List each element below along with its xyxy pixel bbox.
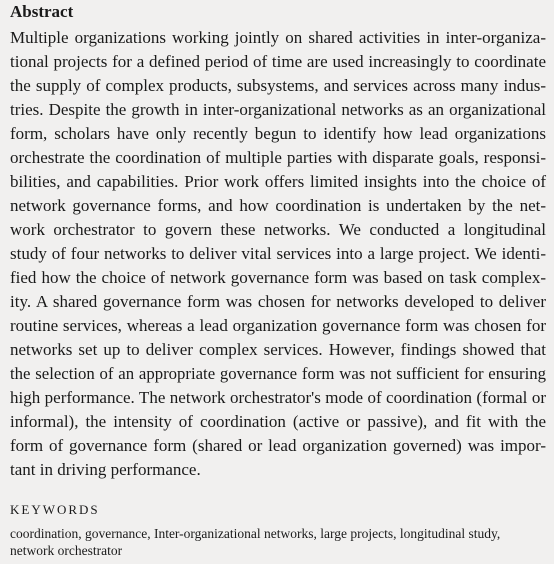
abstract-line: Multiple organizations working jointly on shared activities in inter-organiza-: [10, 28, 546, 47]
abstract-line: the selection of an appropriate governance form was not sufficient for ensuring: [10, 364, 546, 383]
keywords-label: KEYWORDS: [10, 502, 100, 517]
abstract-line: bilities, and capabilities. Prior work offers limited insights into the choice of: [10, 172, 546, 191]
abstract-line: form, scholars have only recently begun to identify how lead organizations: [10, 124, 546, 143]
abstract-line: study of four networks to deliver vital services into a large project. We identi-: [10, 244, 546, 263]
abstract-line: form of governance form (shared or lead organization governed) was impor-: [10, 436, 546, 455]
abstract-line: tional projects for a defined period of time are used increasingly to coordinate: [10, 52, 546, 71]
keywords-line: coordination, governance, Inter-organizational networks, large projects, longitudinal study,: [10, 526, 501, 541]
abstract-line: informal), the intensity of coordination (active or passive), and fit with the: [10, 412, 546, 431]
keywords-line: network orchestrator: [10, 543, 123, 558]
abstract-line: ity. A shared governance form was chosen for networks developed to deliver: [10, 292, 546, 311]
abstract-line: work orchestrator to govern these networks. We conducted a longitudinal: [10, 220, 546, 239]
abstract-line: routine services, whereas a lead organization governance form was chosen for: [10, 316, 546, 335]
abstract-line: orchestrate the coordination of multiple parties with disparate goals, responsi-: [10, 148, 546, 167]
abstract-line: high performance. The network orchestrator's mode of coordination (formal or: [10, 388, 546, 407]
abstract-line: tries. Despite the growth in inter-organizational networks as an organizational: [10, 100, 546, 119]
abstract-heading: Abstract: [10, 2, 74, 21]
abstract-line: network governance forms, and how coordination is undertaken by the net-: [10, 196, 546, 215]
abstract-line: tant in driving performance.: [10, 460, 201, 479]
abstract-line: networks set up to deliver complex services. However, findings showed that: [10, 340, 546, 359]
abstract-line: fied how the choice of network governance form was based on task complex-: [10, 268, 546, 287]
abstract-line: the supply of complex products, subsystems, and services across many indus-: [10, 76, 546, 95]
